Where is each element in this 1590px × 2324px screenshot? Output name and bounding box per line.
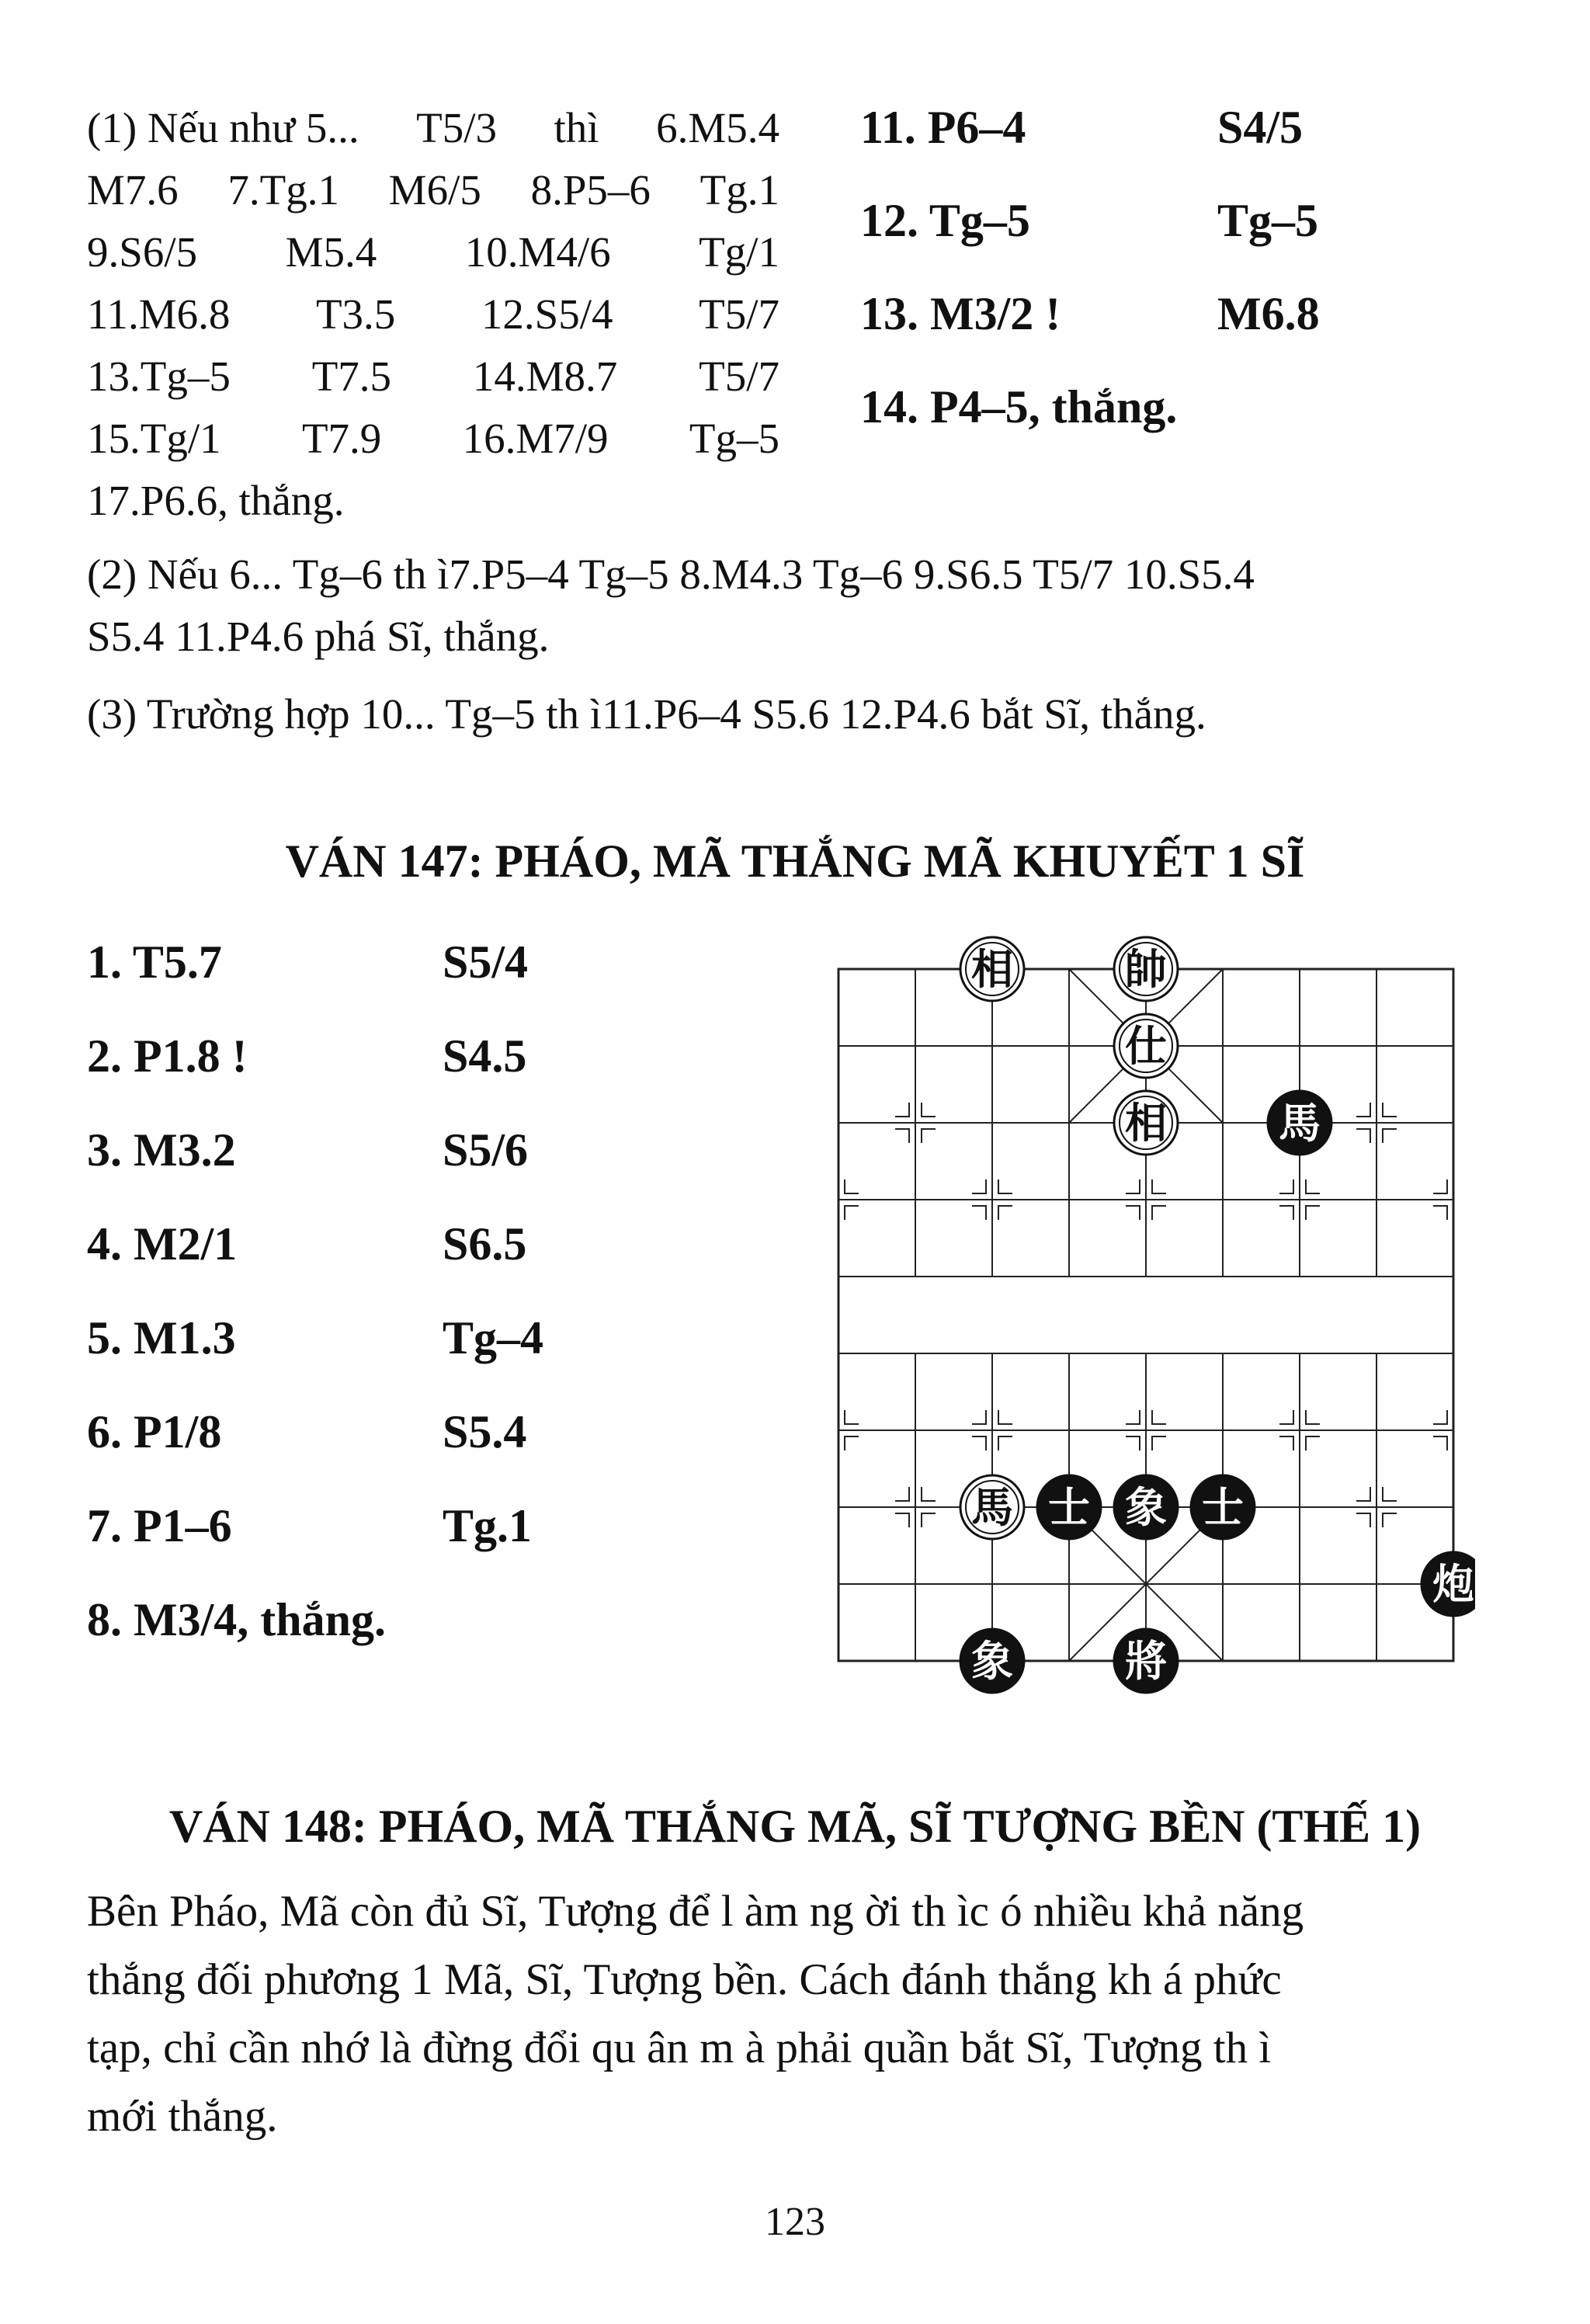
position-marker: [1433, 1179, 1447, 1193]
page-number: 123: [765, 2200, 825, 2244]
position-marker: [895, 1487, 909, 1501]
position-marker: [998, 1206, 1012, 1220]
position-marker: [1356, 1103, 1370, 1117]
xiangqi-board-diagram: [823, 916, 1475, 1708]
position-marker: [895, 1103, 909, 1117]
position-marker: [972, 1410, 986, 1424]
note-1-last-line: 17.P6.6, thắng.: [87, 477, 345, 524]
position-marker: [1383, 1487, 1397, 1501]
piece-label: 帥: [1125, 945, 1167, 994]
position-marker: [922, 1513, 936, 1527]
move-black: S5/4: [443, 936, 529, 988]
move-white: 2. P1.8 !: [87, 1030, 248, 1082]
position-marker: [1126, 1436, 1140, 1450]
position-marker: [1279, 1436, 1293, 1450]
move-black: Tg–5: [1217, 195, 1319, 246]
position-marker: [1126, 1410, 1140, 1424]
move-black: S4.5: [443, 1030, 527, 1082]
position-marker: [1356, 1487, 1370, 1501]
move-black: S6.5: [443, 1218, 527, 1270]
note-1-line: 13.Tg–5 T7.5 14.M8.7 T5/7: [87, 353, 779, 400]
piece-label: 象: [971, 1637, 1013, 1686]
move-white: 14. P4–5, thắng.: [860, 381, 1178, 432]
position-marker: [895, 1513, 909, 1527]
move-white: 6. P1/8: [87, 1406, 222, 1457]
position-marker: [1152, 1436, 1166, 1450]
move-white: 13. M3/2 !: [860, 288, 1061, 339]
position-marker: [1383, 1513, 1397, 1527]
paragraph-line: Bên Pháo, Mã còn đủ Sĩ, Tượng để l àm ng ời th ìc ó nhiều khả năng: [87, 1887, 1304, 1936]
piece-label: 馬: [971, 1483, 1013, 1532]
move-white: 12. Tg–5: [860, 195, 1030, 246]
position-marker: [1433, 1436, 1447, 1450]
position-marker: [1279, 1179, 1293, 1193]
move-white: 3. M3.2: [87, 1124, 236, 1176]
position-marker: [998, 1436, 1012, 1450]
position-marker: [1306, 1206, 1320, 1220]
position-marker: [845, 1206, 859, 1220]
position-marker: [998, 1179, 1012, 1193]
position-marker: [1306, 1436, 1320, 1450]
move-white: 1. T5.7: [87, 936, 222, 988]
piece-label: 炮: [1432, 1560, 1474, 1609]
note-3: (3) Trường hợp 10... Tg–5 th ì11.P6–4 S5.6 12.P4.6 bắt Sĩ, thắng.: [87, 690, 1206, 738]
move-black: S4/5: [1217, 102, 1304, 153]
position-marker: [972, 1179, 986, 1193]
move-black: Tg–4: [443, 1312, 544, 1363]
position-marker: [1433, 1206, 1447, 1220]
position-marker: [845, 1436, 859, 1450]
move-black: S5.4: [443, 1406, 527, 1457]
position-marker: [1433, 1410, 1447, 1424]
piece-label: 馬: [1279, 1099, 1321, 1148]
note-1-line: 9.S6/5 M5.4 10.M4/6 Tg/1: [87, 228, 779, 276]
heading-van-147: VÁN 147: PHÁO, MÃ THẮNG MÃ KHUYẾT 1 SĨ: [285, 835, 1305, 887]
paragraph-van-148: [87, 1878, 1304, 2151]
position-marker: [1306, 1410, 1320, 1424]
position-marker: [1126, 1179, 1140, 1193]
position-marker: [1152, 1410, 1166, 1424]
move-black: S5/6: [443, 1124, 529, 1176]
position-marker: [972, 1206, 986, 1220]
note-1-line: 15.Tg/1 T7.9 16.M7/9 Tg–5: [87, 415, 779, 462]
position-marker: [845, 1179, 859, 1193]
piece-label: 士: [1048, 1483, 1090, 1532]
note-1-line: 11.M6.8 T3.5 12.S5/4 T5/7: [87, 290, 779, 338]
note-2-line: (2) Nếu 6... Tg–6 th ì7.P5–4 Tg–5 8.M4.3 Tg–6 9.S6.5 T5/7 10.S5.4: [87, 551, 1255, 598]
paragraph-line: thắng đối phương 1 Mã, Sĩ, Tượng bền. Cách đánh thắng kh á phức: [87, 1955, 1282, 2004]
note-2: [87, 544, 1255, 668]
note-1: [87, 97, 779, 532]
piece-label: 將: [1125, 1637, 1167, 1686]
position-marker: [1152, 1206, 1166, 1220]
move-white: 4. M2/1: [87, 1218, 238, 1270]
note-1-line: (1) Nếu như 5... T5/3 thì 6.M5.4: [87, 104, 779, 151]
position-marker: [845, 1410, 859, 1424]
paragraph-line: mới thắng.: [87, 2092, 278, 2141]
position-marker: [1356, 1129, 1370, 1143]
move-black: Tg.1: [443, 1500, 533, 1551]
piece-label: 士: [1202, 1483, 1244, 1532]
piece-label: 象: [1125, 1483, 1167, 1532]
position-marker: [1306, 1179, 1320, 1193]
heading-van-148: VÁN 148: PHÁO, MÃ THẮNG MÃ, SĨ TƯỢNG BỀN (THẾ 1): [168, 1801, 1422, 1852]
position-marker: [922, 1487, 936, 1501]
move-white: 5. M1.3: [87, 1312, 236, 1363]
note-1-line: M7.6 7.Tg.1 M6/5 8.P5–6 Tg.1: [87, 166, 779, 214]
piece-label: 相: [1125, 1099, 1167, 1148]
position-marker: [1356, 1513, 1370, 1527]
move-black: M6.8: [1217, 288, 1320, 339]
note-2-line: S5.4 11.P4.6 phá Sĩ, thắng.: [87, 613, 550, 660]
position-marker: [1279, 1206, 1293, 1220]
move-white: 11. P6–4: [860, 102, 1026, 153]
position-marker: [1152, 1179, 1166, 1193]
piece-label: 仕: [1125, 1022, 1167, 1071]
position-marker: [1383, 1103, 1397, 1117]
position-marker: [998, 1410, 1012, 1424]
position-marker: [895, 1129, 909, 1143]
move-white: 7. P1–6: [87, 1500, 232, 1551]
piece-label: 相: [971, 945, 1013, 994]
position-marker: [922, 1129, 936, 1143]
move-white: 8. M3/4, thắng.: [87, 1594, 387, 1645]
position-marker: [922, 1103, 936, 1117]
position-marker: [1279, 1410, 1293, 1424]
position-marker: [972, 1436, 986, 1450]
paragraph-line: tạp, chỉ cần nhớ là đừng đổi qu ân m à phải quần bắt Sĩ, Tượng th ì: [87, 2024, 1272, 2072]
position-marker: [1383, 1129, 1397, 1143]
position-marker: [1126, 1206, 1140, 1220]
